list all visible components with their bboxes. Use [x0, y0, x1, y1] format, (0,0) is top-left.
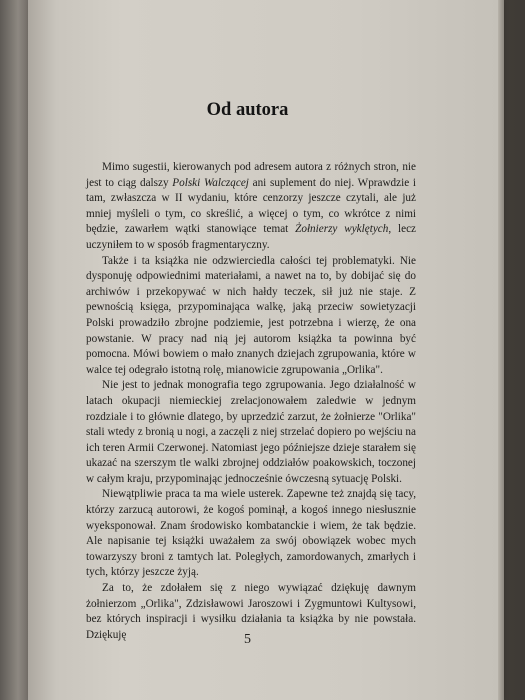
body-text [86, 160, 416, 643]
italic-title: Polski Walczącej [172, 176, 249, 189]
text-run: Niewątpliwie praca ta ma wiele usterek. Zapewne też znajdą się tacy, którzy zarzucą autorowi, że kogoś pominął, a kogoś innego niesłusznie wyeksponował. Znam środowisko kombatanckie i wiem, że tak będzie. Ale napisanie tej książki uważałem za swój obowiązek wobec mych towarzyszy broni z tamtych lat. Poległych, zamordowanych, zmarłych i tych, którzy jeszcze żyją. [86, 488, 416, 579]
italic-title: Żołnierzy wyklętych [295, 223, 389, 236]
text-run: Także i ta książka nie odzwierciedla całości tej problematyki. Nie dysponuję odpowiednimi materiałami, a nawet na to, by dobijać się do archiwów i przekopywać w nich hałdy teczek, sił już nie staje. Z pewnością księga, przypominająca walkę, jaką przeciw sowietyzacji Polski prowadziło zbrojne podziemie, jest potrzebna i wierzę, że ona powstanie. W pracy nad nią jej autorom książka ta powinna być pomocna. Mówi bowiem o mało znanych dziejach zgrupowania, które w walce tej odegrało istotną rolę, mianowicie zgrupowania „Orlika". [86, 254, 416, 376]
text-run: Za to, że zdołałem się z niego wywiązać dziękuję dawnym żołnierzom „Orlika", Zdzisławowi Jaroszowi i Zygmuntowi Kultysowi, bez których inspiracji i wysiłku działania ta książka by nie powstała. Dziękuję [86, 582, 416, 641]
page-edge [498, 0, 504, 700]
page-number: 5 [244, 632, 251, 647]
book-spine [0, 0, 30, 700]
text-run: , lecz uczyniłem to w sposób fragmentaryczny. [86, 223, 416, 251]
text-run: Nie jest to jednak monografia tego zgrupowania. Jego działalność w latach okupacji niemieckiej zrelacjonowałem zaledwie w jednym rozdziale i to głównie dlatego, by uprzedzić zarzut, że żołnierze "Orlika" stali wtedy z bronią u nogi, a zaczęli z niej strzelać dopiero po wejściu na ich teren Armii Czerwonej. Natomiast jego późniejsze dzieje starałem się ukazać na szerszym tle walki zbrojnej oddziałów poakowskich, toczonej w całym kraju, przypominając jednocześnie ówczesną sytuację Polski. [86, 379, 416, 485]
paragraph [86, 487, 416, 581]
paragraph [86, 378, 416, 487]
text-run: Mimo sugestii, kierowanych pod adresem autora z różnych stron, nie jest to ciąg dalszy [86, 161, 416, 189]
chapter-title: Od autora [206, 100, 289, 121]
paragraph [86, 254, 416, 379]
paragraph [86, 160, 416, 254]
text-run: ani suplement do niej. Wprawdzie i tam, zwłaszcza w II wydaniu, które cenzorzy jeszcze czytali, ale już mniej myśleli o tym, co skreślić, a więcej o tym, co wkrótce z nimi będzie, zawarłem wątki stanowiące temat [86, 176, 417, 236]
